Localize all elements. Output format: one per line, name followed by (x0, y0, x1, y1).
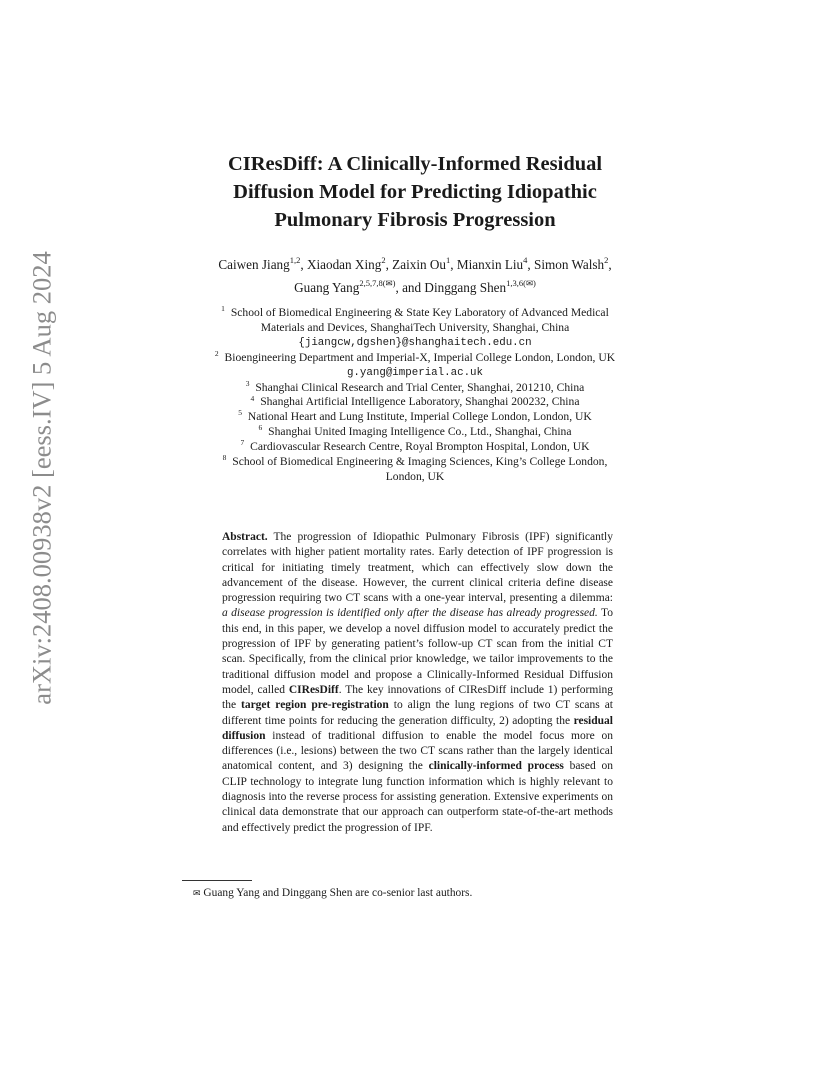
author-name: Caiwen Jiang (218, 257, 290, 272)
affiliation-text: School of Biomedical Engineering & Imaging Sciences, King’s College London, (232, 455, 608, 469)
abstract-label: Abstract. (222, 531, 268, 543)
author-name: Guang Yang (294, 280, 360, 295)
abstract-text: instead of traditional diffusion to enable the model focus more on differences (i.e., lesions) between the two CT scans rather than the largely identical anatomical content, and 3) designing the (222, 729, 613, 773)
affiliation-text: Materials and Devices, ShanghaiTech University, Shanghai, China (260, 320, 570, 334)
author-conjunction: and (402, 280, 422, 295)
title-line-1: CIResDiff: A Clinically-Informed Residual (227, 153, 603, 175)
abstract-keyword: clinically-informed process (428, 760, 564, 773)
affiliation-number: 6 (258, 423, 263, 433)
affiliation-email: {jiangcw,dgshen}@shanghaitech.edu.cn (298, 336, 532, 349)
affiliation-6 (140, 425, 690, 440)
author-name: Simon Walsh (534, 257, 605, 272)
affiliation-number: 7 (240, 438, 245, 448)
title-line-3: Pulmonary Fibrosis Progression (274, 209, 556, 231)
author-name: Zaixin Ou (392, 257, 446, 272)
abstract-text: To this end, in this paper, we develop a novel diffusion model to accurately predict the progression of IPF by generating patient’s follow-up CT scan from the initial CT scan. Specifically, from the clinical prior knowledge, we tailor improvements to the traditional diffusion model and propose a Clinically-Informed Residual Diffusion model, called (222, 607, 613, 696)
affiliation-text: Bioengineering Department and Imperial-X, Imperial College London, London, UK (224, 350, 616, 364)
affiliation-text: Shanghai Clinical Research and Trial Center, Shanghai, 201210, China (255, 380, 585, 394)
affiliation-1 (140, 306, 690, 321)
abstract-text: . The key innovations of CIResDiff include 1) performing the (222, 683, 614, 712)
affiliation-4 (140, 395, 690, 410)
affiliation-list (140, 306, 690, 485)
affiliation-text: Shanghai Artificial Intelligence Laboratory, Shanghai 200232, China (260, 395, 580, 409)
affiliation-text: London, UK (385, 469, 445, 483)
abstract-emphasis: a disease progression is identified only after the disease has already progressed. (222, 607, 598, 620)
affiliation-number: 2 (214, 348, 219, 358)
affiliation-number: 3 (245, 378, 250, 388)
author-affiliation-mark: 2 (381, 255, 386, 266)
affiliation-email: g.yang@imperial.ac.uk (346, 366, 484, 379)
abstract-keyword: target region pre-registration (241, 699, 389, 712)
footnote-rule (182, 880, 252, 881)
affiliation-number: 8 (222, 453, 227, 463)
affiliation-number: 4 (250, 393, 255, 403)
affiliation-text: National Heart and Lung Institute, Imperial College London, London, UK (247, 410, 592, 424)
author-affiliation-mark: 1,3,6(✉) (506, 278, 536, 289)
abstract (222, 530, 613, 836)
abstract-keyword: residual diffusion (222, 714, 613, 742)
abstract-text: based on CLIP technology to integrate lung function information which is highly relevant to diagnosis into the reverse process for assisting generation. Extensive experiments on clinical data demonstrate that our approach can outperform state-of-the-art methods and effectively predict the progression of IPF. (222, 760, 614, 834)
author-affiliation-mark: 4 (523, 255, 528, 266)
author-affiliation-mark: 1,2 (289, 255, 301, 266)
affiliation-8 (140, 455, 690, 470)
author-affiliation-mark: 1 (446, 255, 451, 266)
affiliation-text: School of Biomedical Engineering & State Key Laboratory of Advanced Medical (230, 306, 609, 319)
abstract-text: to align the lung regions of two CT scans at different time points for reducing the generation difficulty, 2) adopting the (222, 699, 613, 727)
author-affiliation-mark: 2,5,7,8(✉) (359, 278, 396, 289)
abstract-keyword: CIResDiff (288, 683, 339, 696)
affiliation-number: 1 (221, 304, 225, 314)
paper-title (160, 150, 670, 234)
affiliation-3 (140, 378, 690, 396)
arxiv-identifier: arXiv:2408.00938v2 [eess.IV] 5 Aug 2024 (26, 251, 57, 705)
author-list: Caiwen Jiang$^{1,2}$, Xiaodan Xing$^2$, Zaixin Ou$^1$, Mianxin Liu$^4$, Simon Walsh$^2$, Guang Yang$^{2,5,7,8(✉)}$, and Dinggang Shen$^{1,3,6(✉)}$ (218, 255, 612, 295)
footnote-text: Guang Yang and Dinggang Shen are co-senior last authors. (203, 887, 473, 899)
affiliation-5 (140, 410, 690, 425)
envelope-icon: ✉ (193, 889, 201, 899)
affiliation-number: 5 (238, 408, 242, 418)
author-affiliation-mark: 2 (604, 255, 609, 266)
affiliation-text: Shanghai United Imaging Intelligence Co., Ltd., Shanghai, China (268, 425, 572, 439)
footnote (193, 886, 472, 901)
abstract-text: The progression of Idiopathic Pulmonary Fibrosis (IPF) significantly correlates with higher patient mortality rates. Early detection of IPF progression is critical for initiating timely treatment, which can effectively slow down the advancement of the disease. However, the current clinical criteria define disease progression requiring two CT scans with a one-year interval, presenting a dilemma: (222, 531, 614, 605)
author-name: Xiaodan Xing (306, 257, 382, 272)
author-name: Mianxin Liu (456, 257, 524, 272)
affiliation-2 (140, 348, 690, 366)
author-name: Dinggang Shen (424, 280, 507, 295)
affiliation-text: Cardiovascular Research Centre, Royal Brompton Hospital, London, UK (250, 440, 590, 454)
title-line-2: Diffusion Model for Predicting Idiopathic (233, 181, 597, 203)
